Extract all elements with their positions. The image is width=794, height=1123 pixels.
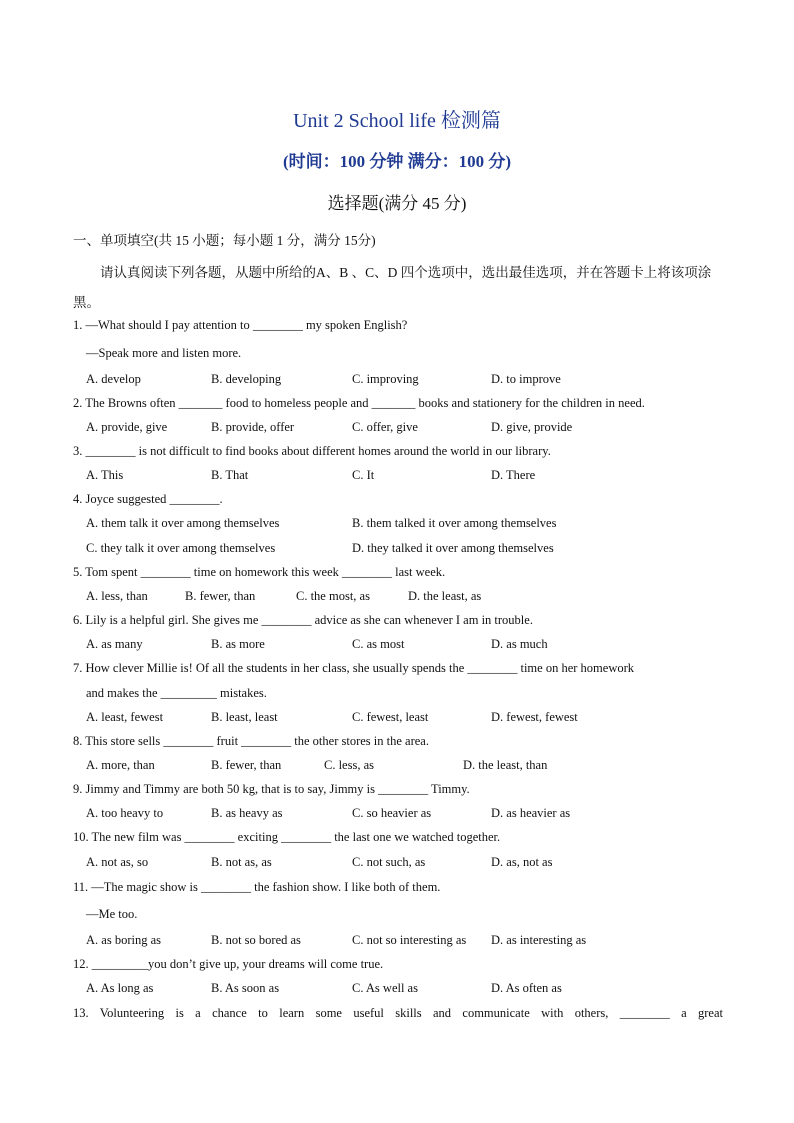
question-stem: 6. Lily is a helpful girl. She gives me ________ advice as she can whenever I am in trouble. xyxy=(73,613,533,627)
question-stem: 3. ________ is not difficult to find books about different homes around the world in our library. xyxy=(73,444,551,458)
option-c: C. improving xyxy=(352,372,419,386)
option-a: A. them talk it over among themselves xyxy=(86,516,280,530)
option-c: C. As well as xyxy=(352,981,418,995)
option-c: C. as most xyxy=(352,637,405,651)
question-stem: 12. _________you don’t give up, your dreams will come true. xyxy=(73,957,384,971)
option-a: A. provide, give xyxy=(86,420,168,434)
option-c: C. the most, as xyxy=(296,589,370,603)
option-a: A. least, fewest xyxy=(86,710,164,724)
option-b: B. as more xyxy=(211,637,265,651)
option-b: B. as heavy as xyxy=(211,806,283,820)
part-heading: 一、单项填空(共 15 小题；每小题 1 分，满分 15分) xyxy=(73,233,376,248)
option-a: A. As long as xyxy=(86,981,154,995)
question-stem: 1. —What should I pay attention to ________ my spoken English? xyxy=(73,318,408,332)
option-b: B. not so bored as xyxy=(211,933,301,947)
question-stem: 5. Tom spent ________ time on homework this week ________ last week. xyxy=(73,565,446,579)
option-c: C. they talk it over among themselves xyxy=(86,541,276,555)
question-stem: 11. —The magic show is ________ the fashion show. I like both of them. xyxy=(73,880,441,894)
option-c: C. not so interesting as xyxy=(352,933,467,947)
option-b: B. fewer, than xyxy=(211,758,282,772)
option-d: D. as, not as xyxy=(491,855,553,869)
option-c: C. It xyxy=(352,468,375,482)
option-b: B. not as, as xyxy=(211,855,272,869)
option-a: A. less, than xyxy=(86,589,148,603)
option-c: C. less, as xyxy=(324,758,374,772)
option-d: D. as much xyxy=(491,637,548,651)
option-c: C. fewest, least xyxy=(352,710,429,724)
option-d: D. fewest, fewest xyxy=(491,710,578,724)
section-title: 选择题(满分 45 分) xyxy=(327,194,467,213)
option-d: D. As often as xyxy=(491,981,562,995)
option-a: A. more, than xyxy=(86,758,155,772)
option-a: A. develop xyxy=(86,372,141,386)
page-title: Unit 2 School life 检测篇 xyxy=(293,110,501,132)
question-stem: 9. Jimmy and Timmy are both 50 kg, that is to say, Jimmy is ________ Timmy. xyxy=(73,782,470,796)
option-b: B. That xyxy=(211,468,249,482)
option-d: D. they talked it over among themselves xyxy=(352,541,554,555)
question-stem-continued: and makes the _________ mistakes. xyxy=(86,686,267,700)
question-reply: —Me too. xyxy=(86,907,138,921)
option-d: D. as interesting as xyxy=(491,933,587,947)
option-b: B. fewer, than xyxy=(185,589,256,603)
option-b: B. provide, offer xyxy=(211,420,295,434)
instructions: 请认真阅读下列各题，从题中所给的A、B 、C、D 四个选项中，选出最佳选项，并在答题卡上将该项涂黑。 xyxy=(73,265,712,310)
option-c: C. so heavier as xyxy=(352,806,432,820)
question-stem: 8. This store sells ________ fruit ________ the other stores in the area. xyxy=(73,734,429,748)
question-stem: 4. Joyce suggested ________. xyxy=(73,492,223,506)
option-d: D. There xyxy=(491,468,536,482)
question-stem-text: 13. Volunteering is a chance to learn some useful skills and communicate with others, ________ a great xyxy=(73,1006,723,1020)
option-a: A. as many xyxy=(86,637,143,651)
question-stem: 10. The new film was ________ exciting ________ the last one we watched together. xyxy=(73,830,501,844)
question-stem: 2. The Browns often _______ food to homeless people and _______ books and stationery for the children in need. xyxy=(73,396,645,410)
option-b: B. them talked it over among themselves xyxy=(352,516,557,530)
option-a: A. not as, so xyxy=(86,855,149,869)
option-b: B. developing xyxy=(211,372,282,386)
option-a: A. too heavy to xyxy=(86,806,164,820)
option-d: D. the least, as xyxy=(408,589,482,603)
option-c: C. offer, give xyxy=(352,420,418,434)
question-stem xyxy=(73,1006,723,1021)
option-c: C. not such, as xyxy=(352,855,426,869)
option-b: B. least, least xyxy=(211,710,278,724)
option-d: D. to improve xyxy=(491,372,561,386)
question-stem: 7. How clever Millie is! Of all the students in her class, she usually spends the ________ time on her homework xyxy=(73,661,635,675)
option-a: A. as boring as xyxy=(86,933,161,947)
question-reply: —Speak more and listen more. xyxy=(86,346,242,360)
option-b: B. As soon as xyxy=(211,981,280,995)
option-a: A. This xyxy=(86,468,124,482)
option-d: D. as heavier as xyxy=(491,806,571,820)
option-d: D. give, provide xyxy=(491,420,573,434)
exam-duration: (时间：100 分钟 满分：100 分) xyxy=(282,152,512,171)
option-d: D. the least, than xyxy=(463,758,548,772)
